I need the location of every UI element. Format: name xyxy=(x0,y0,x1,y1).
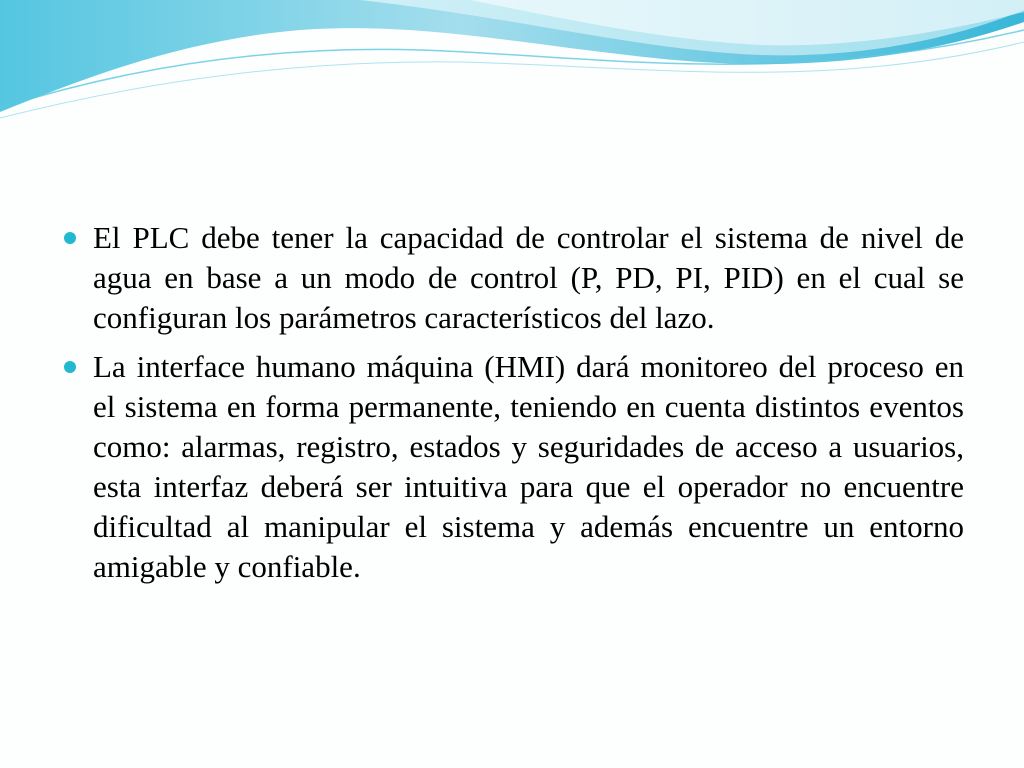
bullet-dot-icon xyxy=(64,232,76,244)
slide-content xyxy=(62,218,964,596)
bullet-dot-icon xyxy=(64,361,76,373)
bullet-text: La interface humano máquina (HMI) dará monitoreo del proceso en el sistema en forma permanente, teniendo en cuenta distintos eventos como: alarmas, registro, estados y seguridades de acceso a usuarios, esta interfaz deberá ser intuitiva para que el operador no encuentre dificultad al manipular el sistema y además encuentre un entorno amigable y confiable. xyxy=(93,349,964,584)
bullet-item-plc xyxy=(62,218,964,338)
bullet-list xyxy=(62,218,964,587)
bullet-item-hmi xyxy=(62,347,964,587)
bullet-text: El PLC debe tener la capacidad de controlar el sistema de nivel de agua en base a un modo de control (P, PD, PI, PID) en el cual se configuran los parámetros característicos del lazo. xyxy=(93,220,964,335)
header-wave-decoration xyxy=(0,0,1024,130)
